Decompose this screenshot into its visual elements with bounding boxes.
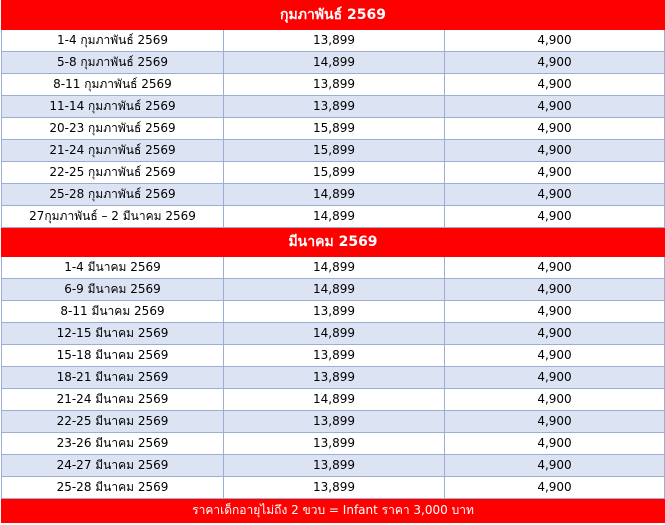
date-cell: 24-27 มีนาคม 2569 — [2, 455, 224, 477]
price-cell: 14,899 — [224, 389, 445, 411]
table-row — [2, 162, 665, 184]
price-cell: 15,899 — [224, 162, 445, 184]
date-cell: 11-14 กุมภาพันธ์ 2569 — [2, 96, 224, 118]
table-row — [2, 52, 665, 74]
price-cell: 13,899 — [224, 411, 445, 433]
supplement-cell: 4,900 — [445, 30, 665, 52]
supplement-cell: 4,900 — [445, 301, 665, 323]
price-cell: 13,899 — [224, 477, 445, 499]
price-cell: 15,899 — [224, 140, 445, 162]
price-cell: 13,899 — [224, 455, 445, 477]
supplement-cell: 4,900 — [445, 74, 665, 96]
price-cell: 14,899 — [224, 184, 445, 206]
price-cell: 13,899 — [224, 345, 445, 367]
date-cell: 22-25 กุมภาพันธ์ 2569 — [2, 162, 224, 184]
date-cell: 1-4 กุมภาพันธ์ 2569 — [2, 30, 224, 52]
footer-row — [2, 499, 665, 523]
month-header-row — [2, 1, 665, 30]
table-row — [2, 345, 665, 367]
date-cell: 18-21 มีนาคม 2569 — [2, 367, 224, 389]
supplement-cell: 4,900 — [445, 162, 665, 184]
supplement-cell: 4,900 — [445, 279, 665, 301]
table-row — [2, 96, 665, 118]
price-cell: 13,899 — [224, 301, 445, 323]
date-cell: 21-24 กุมภาพันธ์ 2569 — [2, 140, 224, 162]
table-row — [2, 118, 665, 140]
supplement-cell: 4,900 — [445, 118, 665, 140]
date-cell: 5-8 กุมภาพันธ์ 2569 — [2, 52, 224, 74]
date-cell: 8-11 มีนาคม 2569 — [2, 301, 224, 323]
table-row — [2, 140, 665, 162]
price-cell: 13,899 — [224, 433, 445, 455]
supplement-cell: 4,900 — [445, 477, 665, 499]
price-cell: 14,899 — [224, 52, 445, 74]
price-cell: 14,899 — [224, 279, 445, 301]
table-row — [2, 279, 665, 301]
date-cell: 23-26 มีนาคม 2569 — [2, 433, 224, 455]
table-row — [2, 184, 665, 206]
date-cell: 22-25 มีนาคม 2569 — [2, 411, 224, 433]
table-row — [2, 389, 665, 411]
date-cell: 15-18 มีนาคม 2569 — [2, 345, 224, 367]
table-row — [2, 206, 665, 228]
supplement-cell: 4,900 — [445, 323, 665, 345]
price-cell: 15,899 — [224, 118, 445, 140]
table-row — [2, 367, 665, 389]
supplement-cell: 4,900 — [445, 52, 665, 74]
supplement-cell: 4,900 — [445, 206, 665, 228]
price-table-container — [1, 0, 664, 523]
supplement-cell: 4,900 — [445, 455, 665, 477]
table-row — [2, 433, 665, 455]
supplement-cell: 4,900 — [445, 184, 665, 206]
price-cell: 14,899 — [224, 323, 445, 345]
supplement-cell: 4,900 — [445, 345, 665, 367]
table-row — [2, 257, 665, 279]
infant-price-note: ราคาเด็กอายุไม่ถึง 2 ขวบ = Infant ราคา 3,000 บาท — [2, 499, 665, 523]
date-cell: 8-11 กุมภาพันธ์ 2569 — [2, 74, 224, 96]
table-row — [2, 455, 665, 477]
supplement-cell: 4,900 — [445, 140, 665, 162]
price-table — [1, 0, 665, 523]
date-cell: 1-4 มีนาคม 2569 — [2, 257, 224, 279]
table-row — [2, 74, 665, 96]
price-cell: 14,899 — [224, 206, 445, 228]
supplement-cell: 4,900 — [445, 257, 665, 279]
table-row — [2, 477, 665, 499]
table-row — [2, 323, 665, 345]
month-header: กุมภาพันธ์ 2569 — [2, 1, 665, 30]
supplement-cell: 4,900 — [445, 411, 665, 433]
supplement-cell: 4,900 — [445, 433, 665, 455]
date-cell: 6-9 มีนาคม 2569 — [2, 279, 224, 301]
month-header: มีนาคม 2569 — [2, 228, 665, 257]
date-cell: 21-24 มีนาคม 2569 — [2, 389, 224, 411]
date-cell: 25-28 มีนาคม 2569 — [2, 477, 224, 499]
date-cell: 12-15 มีนาคม 2569 — [2, 323, 224, 345]
price-cell: 13,899 — [224, 96, 445, 118]
table-row — [2, 411, 665, 433]
date-cell: 25-28 กุมภาพันธ์ 2569 — [2, 184, 224, 206]
price-table-body — [2, 1, 665, 523]
date-cell: 20-23 กุมภาพันธ์ 2569 — [2, 118, 224, 140]
date-cell: 27กุมภาพันธ์ – 2 มีนาคม 2569 — [2, 206, 224, 228]
price-cell: 13,899 — [224, 30, 445, 52]
supplement-cell: 4,900 — [445, 389, 665, 411]
supplement-cell: 4,900 — [445, 367, 665, 389]
price-cell: 13,899 — [224, 367, 445, 389]
table-row — [2, 301, 665, 323]
price-cell: 14,899 — [224, 257, 445, 279]
month-header-row — [2, 228, 665, 257]
table-row — [2, 30, 665, 52]
supplement-cell: 4,900 — [445, 96, 665, 118]
price-cell: 13,899 — [224, 74, 445, 96]
